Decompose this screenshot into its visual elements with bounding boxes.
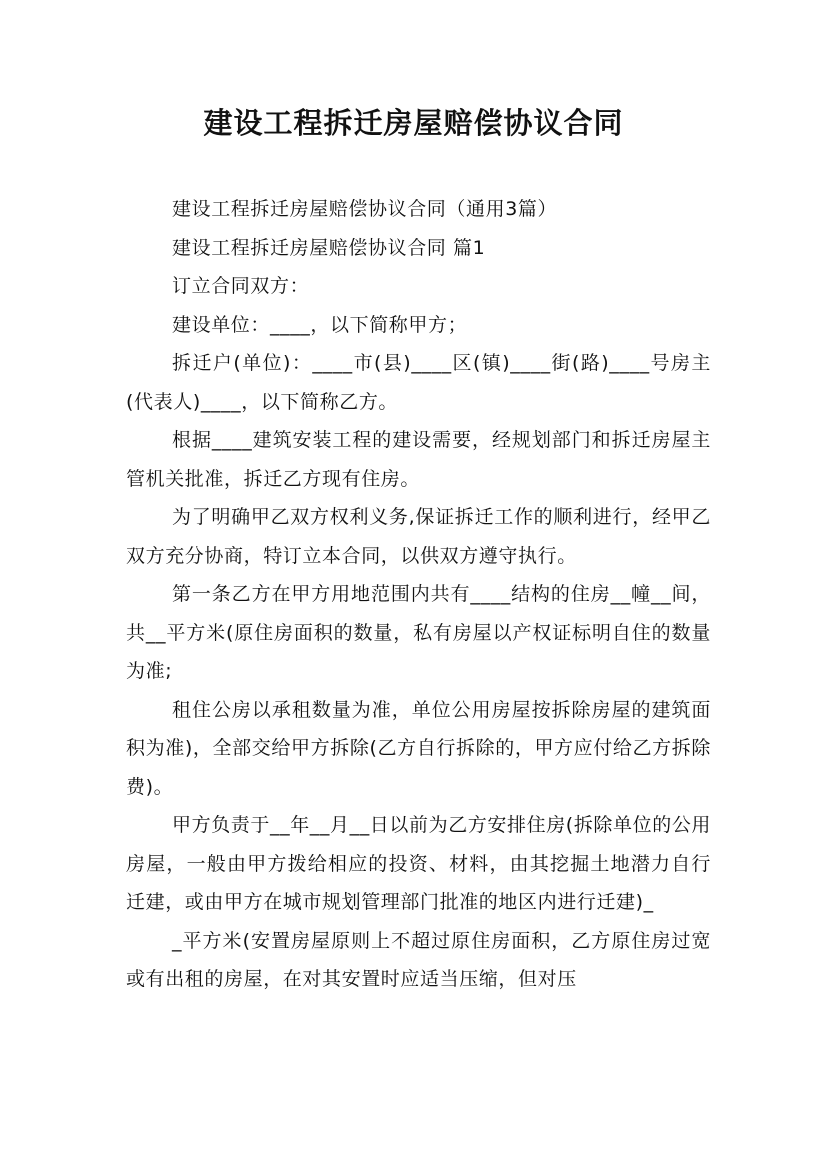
paragraph-relocation-arrangement: 甲方负责于__年__月__日以前为乙方安排住房(拆除单位的公用房屋，一般由甲方拨给相应的投资、材料，由其挖掘土地潜力自行迁建，或由甲方在城市规划管理部门批准的地区内进行迁建)_ — [126, 814, 712, 913]
document-body — [126, 190, 711, 999]
paragraph-purpose: 为了明确甲乙双方权利义务,保证拆迁工作的顺利进行，经甲乙双方充分协商，特订立本合同，以供双方遵守执行。 — [126, 506, 711, 567]
paragraph-rented-housing: 租住公房以承租数量为准，单位公用房屋按拆除房屋的建筑面积为准)，全部交给甲方拆除(乙方自行拆除的，甲方应付给乙方拆除费)。 — [126, 698, 711, 798]
paragraph-article-1: 第一条乙方在甲方用地范围内共有____结构的住房__幢__间，共__平方米(原住房面积的数量，私有房屋以产权证标明自住的数量为准; — [126, 583, 711, 682]
paragraph-section-heading: 建设工程拆迁房屋赔偿协议合同 篇1 — [172, 236, 486, 259]
paragraph-area-standard: _平方米(安置房屋原则上不超过原住房面积，乙方原住房过宽或有出租的房屋，在对其安置时应适当压缩，但对压 — [126, 929, 711, 990]
paragraph-party-b: 拆迁户(单位)：____市(县)____区(镇)____街(路)____号房主(代表人)____，以下简称乙方。 — [126, 352, 711, 413]
paragraph-basis: 根据____建筑安装工程的建设需要，经规划部门和拆迁房屋主管机关批准，拆迁乙方现有住房。 — [126, 429, 711, 490]
paragraph-party-a: 建设单位：____，以下简称甲方； — [172, 313, 468, 336]
document-title: 建设工程拆迁房屋赔偿协议合同 — [203, 106, 624, 140]
paragraph-parties-intro: 订立合同双方： — [172, 275, 310, 297]
paragraph-subtitle: 建设工程拆迁房屋赔偿协议合同（通用3篇） — [172, 198, 558, 220]
